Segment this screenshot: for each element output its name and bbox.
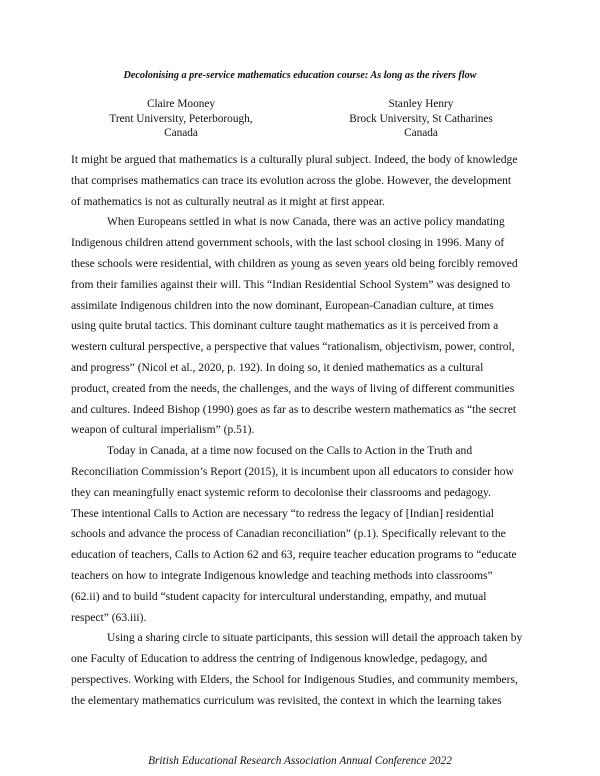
text-line: from their families against their will. This “Indian Residential School System” was designed to xyxy=(71,278,511,291)
conference-footer: British Educational Research Association Annual Conference 2022 xyxy=(148,755,452,767)
text-line: These intentional Calls to Action are necessary “to redress the legacy of [Indian] residential xyxy=(71,507,494,520)
text-line: they can meaningfully enact systemic reform to decolonise their classrooms and pedagogy. xyxy=(71,486,491,499)
author-block-2 xyxy=(321,97,521,141)
text-line: of mathematics is not as culturally neutral as it might at first appear. xyxy=(71,195,385,208)
text-line: Indigenous children attend government schools, with the last school closing in 1996. Many of xyxy=(71,237,505,250)
text-line: Using a sharing circle to situate participants, this session will detail the approach taken by xyxy=(107,632,523,645)
text-line: schools and advance the process of Canadian reconciliation” (p.1). Specifically relevant to the xyxy=(71,528,506,541)
text-line: assimilate Indigenous children into the now dominant, European-Canadian culture, at times xyxy=(71,299,494,312)
text-line: and cultures. Indeed Bishop (1990) goes as far as to describe western mathematics as “the secret xyxy=(71,403,517,416)
text-line: Today in Canada, at a time now focused on the Calls to Action in the Truth and xyxy=(107,445,473,458)
author-affiliation: Trent University, Peterborough, xyxy=(109,112,253,125)
author-country: Canada xyxy=(404,127,438,139)
text-line: teachers on how to integrate Indigenous knowledge and teaching methods into classrooms” xyxy=(71,569,493,582)
text-line: When Europeans settled in what is now Canada, there was an active policy mandating xyxy=(107,216,505,229)
text-line: that comprises mathematics can trace its evolution across the globe. However, the development xyxy=(71,174,512,187)
text-line: the elementary mathematics curriculum was revisited, the context in which the learning takes xyxy=(71,694,502,707)
text-line: one Faculty of Education to address the centring of Indigenous knowledge, pedagogy, and xyxy=(71,653,488,666)
paragraph-4 xyxy=(71,628,531,711)
author-name: Claire Mooney xyxy=(146,98,216,110)
text-line: product, created from the needs, the challenges, and the ways of living of different communities xyxy=(71,382,515,395)
text-line: Reconciliation Commission’s Report (2015), it is incumbent upon all educators to consider how xyxy=(71,465,514,478)
paragraph-1 xyxy=(71,150,531,212)
text-line: education of teachers, Calls to Action 62 and 63, require teacher education programs to “educate xyxy=(71,549,517,562)
paper-title: Decolonising a pre-service mathematics education course: As long as the rivers flow xyxy=(123,70,477,81)
text-line: perspectives. Working with Elders, the School for Indigenous Studies, and community members, xyxy=(71,673,518,686)
author-name: Stanley Henry xyxy=(388,98,454,110)
text-line: western cultural perspective, a perspective that values “rationalism, objectivism, power, control, xyxy=(71,341,515,354)
text-line: weapon of cultural imperialism” (p.51). xyxy=(71,424,255,437)
text-line: respect” (63.iii). xyxy=(71,611,147,624)
text-line: using quite brutal tactics. This dominant culture taught mathematics as it is perceived from a xyxy=(71,320,499,333)
body-text xyxy=(71,150,531,712)
text-line: (62.ii) and to build “student capacity for intercultural understanding, empathy, and mutual xyxy=(71,590,487,603)
paragraph-2 xyxy=(71,212,531,441)
text-line: It might be argued that mathematics is a culturally plural subject. Indeed, the body of knowledge xyxy=(71,154,518,166)
text-line: these schools were residential, with children as young as seven years old being forcibly removed xyxy=(71,257,518,270)
author-affiliation: Brock University, St Catharines xyxy=(349,112,493,125)
author-country: Canada xyxy=(164,127,198,139)
author-block-1 xyxy=(81,97,281,141)
text-line: and progress” (Nicol et al., 2020, p. 192). In doing so, it denied mathematics as a cultural xyxy=(71,361,484,374)
paragraph-3 xyxy=(71,441,531,628)
